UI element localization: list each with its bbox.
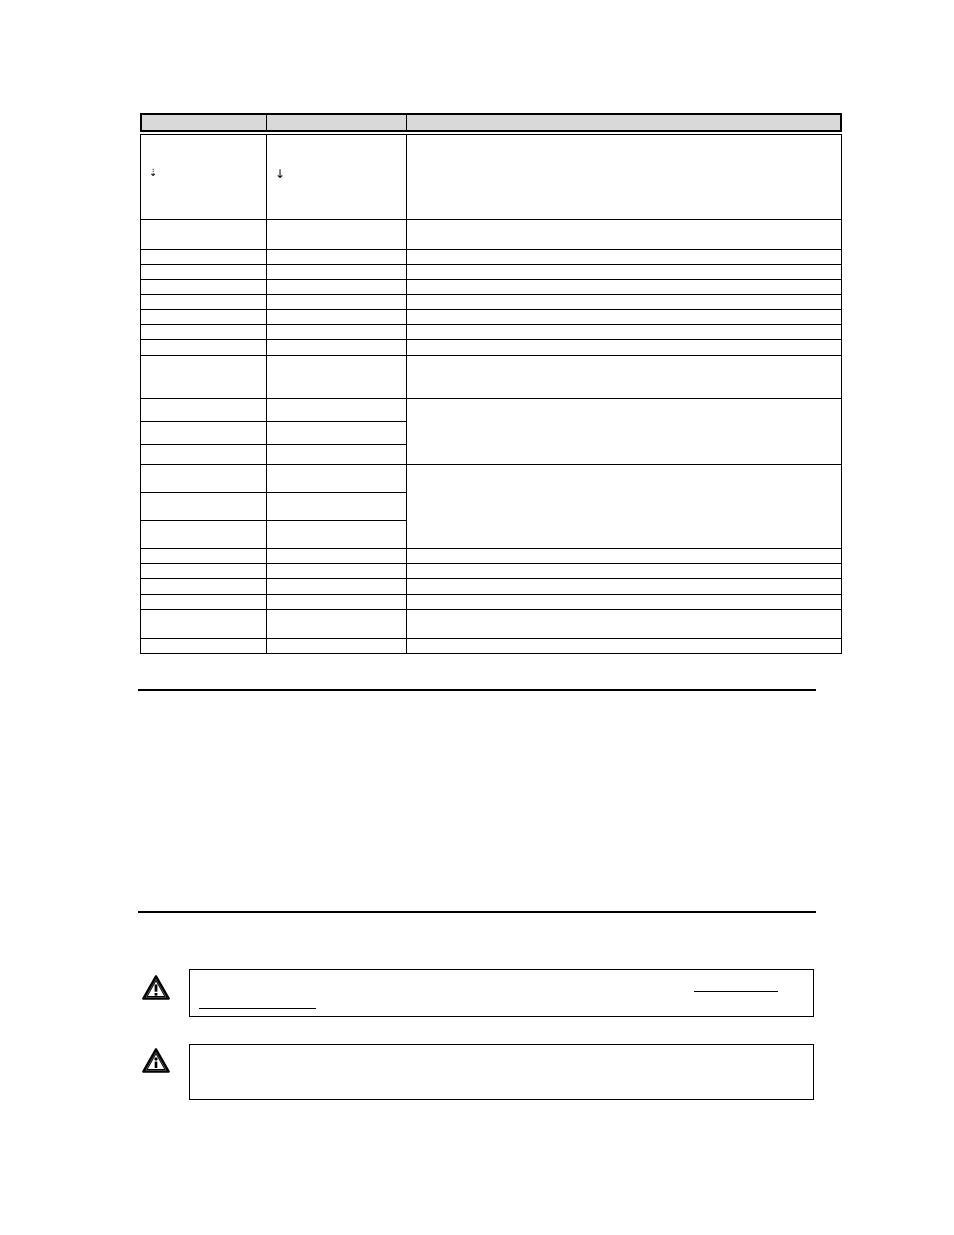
table-row <box>141 264 841 279</box>
table-cell <box>141 340 267 355</box>
table-cell <box>141 639 267 653</box>
table-row <box>141 355 841 398</box>
table-cell-stack <box>141 399 267 464</box>
table-cell <box>141 135 267 219</box>
table-cell <box>267 610 407 638</box>
info-icon <box>141 1047 171 1075</box>
table-cell <box>267 310 407 324</box>
table-cell <box>267 135 407 219</box>
table-cell <box>141 295 267 309</box>
table-cell <box>407 610 841 638</box>
table-cell <box>267 356 407 398</box>
table-cell <box>407 265 841 279</box>
table-cell <box>407 595 841 609</box>
dashed-down-arrow-icon: ⇣ <box>149 168 158 179</box>
table-cell <box>407 639 841 653</box>
table-row <box>141 279 841 294</box>
table-cell <box>267 639 407 653</box>
table-cell-stack <box>267 465 407 548</box>
table-cell <box>141 265 267 279</box>
table-row <box>141 548 841 563</box>
down-arrow-icon: ↓ <box>275 167 286 181</box>
table-cell <box>141 356 267 398</box>
table-row-group <box>141 398 841 464</box>
table-row-group <box>141 464 841 548</box>
section-divider <box>138 689 816 691</box>
table-cell <box>267 265 407 279</box>
table-header <box>140 113 842 132</box>
table-cell <box>407 579 841 594</box>
table-row <box>141 134 841 219</box>
table-body <box>140 134 842 654</box>
table-cell <box>141 564 267 578</box>
table-cell <box>267 579 407 594</box>
table-row <box>141 339 841 355</box>
table-cell <box>141 579 267 594</box>
table-cell-stack <box>141 465 267 548</box>
notice-link-underline <box>694 991 778 992</box>
table-cell <box>267 340 407 355</box>
table-cell <box>141 220 267 249</box>
header-divider <box>406 115 407 130</box>
table-row <box>141 563 841 578</box>
table-cell <box>407 325 841 339</box>
table-cell <box>267 564 407 578</box>
table-cell <box>267 549 407 563</box>
table-cell <box>267 595 407 609</box>
table-cell-merged <box>407 399 841 464</box>
header-divider <box>266 115 267 130</box>
table-cell <box>141 595 267 609</box>
table-row <box>141 638 841 653</box>
table-cell <box>141 280 267 294</box>
table-cell <box>407 340 841 355</box>
section-divider <box>138 911 816 913</box>
table-cell <box>407 310 841 324</box>
table-cell-stack <box>267 399 407 464</box>
table-cell <box>407 250 841 264</box>
table-cell <box>407 356 841 398</box>
table-cell <box>407 135 841 219</box>
table-row <box>141 294 841 309</box>
table-row <box>141 309 841 324</box>
notice-link-underline <box>199 1008 316 1009</box>
table-cell <box>407 549 841 563</box>
table-row <box>141 219 841 249</box>
spec-table <box>140 113 842 654</box>
table-row <box>141 324 841 339</box>
table-cell <box>141 310 267 324</box>
notice-box-info <box>189 1044 814 1100</box>
table-row <box>141 578 841 594</box>
table-cell <box>267 220 407 249</box>
table-cell <box>407 564 841 578</box>
table-cell <box>141 325 267 339</box>
table-cell <box>267 280 407 294</box>
table-cell <box>141 250 267 264</box>
table-cell <box>141 610 267 638</box>
table-cell <box>141 549 267 563</box>
notice-box-warning <box>189 969 814 1017</box>
table-cell <box>407 295 841 309</box>
table-cell <box>267 250 407 264</box>
warning-icon <box>141 974 171 1002</box>
table-row <box>141 609 841 638</box>
table-row <box>141 594 841 609</box>
table-cell-merged <box>407 465 841 548</box>
table-cell <box>407 280 841 294</box>
table-cell <box>407 220 841 249</box>
table-row <box>141 249 841 264</box>
table-cell <box>267 295 407 309</box>
table-cell <box>267 325 407 339</box>
